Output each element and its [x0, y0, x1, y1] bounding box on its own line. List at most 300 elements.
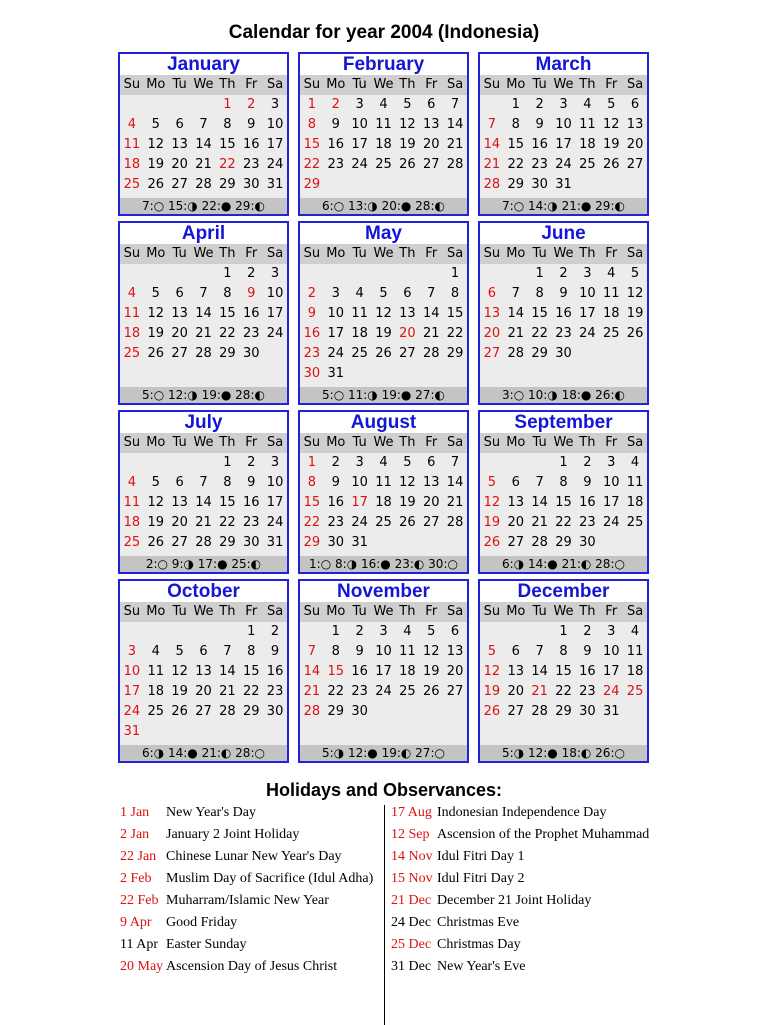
holiday-date: 21 Dec	[391, 893, 432, 908]
day-cell: 19	[399, 495, 416, 510]
holiday-row	[120, 827, 382, 843]
day-cell: 15	[219, 306, 236, 321]
day-cell: 8	[247, 644, 256, 659]
day-cell: 15	[242, 664, 260, 679]
empty-cell	[192, 622, 216, 642]
holiday-row	[120, 959, 382, 975]
weekday-header	[480, 433, 647, 453]
weekday-label: Th	[399, 77, 416, 92]
weekday-label: Th	[579, 246, 596, 261]
moon-phases: 5:◑ 12:● 19:◐ 27:○	[300, 745, 467, 761]
day-cell: 8	[535, 286, 544, 301]
day-cell: 22	[446, 326, 464, 341]
weekday-header	[120, 602, 287, 622]
day-cell: 30	[531, 177, 548, 192]
day-cell: 14	[303, 664, 321, 679]
day-cell: 22	[242, 684, 260, 699]
day-cell: 24	[266, 157, 284, 172]
holiday-name: December 21 Joint Holiday	[437, 893, 592, 908]
day-cell: 10	[375, 644, 392, 659]
weekday-label: Sa	[266, 77, 284, 92]
day-cell: 25	[375, 157, 392, 172]
day-cell: 22	[303, 157, 321, 172]
day-cell: 3	[559, 97, 568, 112]
weekday-label: Tu	[532, 604, 547, 619]
empty-cell	[168, 95, 192, 115]
weekday-label: We	[553, 77, 574, 92]
weekday-label: Fr	[245, 435, 258, 450]
day-grid	[120, 622, 287, 742]
day-cell: 29	[303, 535, 321, 550]
day-grid	[300, 95, 467, 195]
day-cell: 13	[171, 306, 188, 321]
day-cell: 9	[270, 644, 280, 659]
day-cell: 22	[303, 515, 321, 530]
day-cell: 23	[531, 157, 548, 172]
day-grid	[480, 264, 647, 364]
day-cell: 2	[247, 266, 256, 281]
day-cell: 5	[487, 644, 497, 659]
day-cell: 27	[507, 704, 525, 719]
day-cell: 6	[175, 286, 184, 301]
holiday-date: 20 May	[120, 959, 164, 974]
weekday-label: Tu	[532, 435, 547, 450]
day-cell: 6	[427, 455, 436, 470]
day-cell: 24	[266, 515, 284, 530]
day-cell: 18	[123, 326, 141, 341]
day-cell: 26	[483, 704, 501, 719]
day-cell: 26	[399, 157, 416, 172]
day-cell: 22	[327, 684, 345, 699]
empty-cell	[348, 264, 372, 284]
holiday-row	[120, 871, 382, 887]
day-cell: 21	[483, 157, 501, 172]
day-cell: 15	[219, 495, 236, 510]
weekday-label: Sa	[446, 604, 464, 619]
day-cell: 21	[303, 684, 321, 699]
day-cell: 1	[223, 266, 232, 281]
day-cell: 4	[379, 97, 388, 112]
holiday-date: 22 Jan	[120, 849, 157, 864]
weekday-label: Su	[303, 604, 321, 619]
weekday-label: Fr	[425, 435, 438, 450]
day-cell: 3	[379, 624, 388, 639]
weekday-header	[480, 75, 647, 95]
holiday-date: 15 Nov	[391, 871, 433, 886]
weekday-label: Th	[219, 246, 236, 261]
day-cell: 13	[626, 117, 644, 132]
day-cell: 18	[626, 664, 644, 679]
day-cell: 22	[219, 326, 236, 341]
day-cell: 10	[579, 286, 596, 301]
weekday-label: Fr	[605, 604, 618, 619]
day-cell: 7	[511, 286, 520, 301]
day-cell: 21	[446, 495, 464, 510]
day-cell: 7	[450, 455, 460, 470]
month-name: December	[480, 581, 647, 602]
day-cell: 7	[307, 644, 317, 659]
day-cell: 10	[555, 117, 572, 132]
day-cell: 20	[171, 515, 188, 530]
weekday-label: Sa	[266, 604, 284, 619]
holiday-name: New Year's Eve	[437, 959, 526, 974]
day-cell: 18	[626, 495, 644, 510]
day-cell: 12	[422, 644, 440, 659]
day-cell: 15	[531, 306, 548, 321]
day-cell: 13	[422, 117, 440, 132]
month-october	[118, 579, 289, 763]
day-cell: 12	[147, 137, 165, 152]
day-cell: 15	[446, 306, 464, 321]
day-cell: 27	[399, 346, 416, 361]
day-grid	[300, 622, 467, 722]
page-title: Calendar for year 2004 (Indonesia)	[228, 22, 540, 43]
day-cell: 21	[507, 326, 525, 341]
day-cell: 16	[303, 326, 321, 341]
weekday-label: Sa	[266, 246, 284, 261]
day-cell: 24	[555, 157, 572, 172]
day-cell: 10	[266, 117, 284, 132]
day-cell: 22	[219, 515, 236, 530]
day-cell: 11	[626, 644, 644, 659]
weekday-label: Mo	[326, 435, 346, 450]
day-cell: 6	[175, 117, 184, 132]
day-cell: 26	[147, 535, 165, 550]
weekday-label: Su	[303, 435, 321, 450]
weekday-label: Tu	[352, 77, 367, 92]
holiday-date: 12 Sep	[391, 827, 430, 842]
holiday-name: Christmas Day	[437, 937, 521, 952]
day-cell: 1	[247, 624, 256, 639]
weekday-label: We	[193, 604, 214, 619]
day-cell: 5	[427, 624, 436, 639]
day-cell: 9	[355, 644, 364, 659]
day-cell: 13	[399, 306, 416, 321]
day-cell: 16	[327, 495, 345, 510]
day-cell: 27	[171, 535, 188, 550]
empty-cell	[324, 264, 348, 284]
holidays-list-right	[391, 805, 661, 981]
weekday-label: We	[373, 77, 394, 92]
holiday-row	[391, 827, 661, 843]
day-cell: 18	[399, 664, 416, 679]
day-cell: 1	[535, 266, 544, 281]
day-cell: 19	[171, 684, 188, 699]
weekday-label: Th	[399, 435, 416, 450]
month-february	[298, 52, 469, 216]
day-cell: 8	[331, 644, 340, 659]
day-cell: 13	[483, 306, 501, 321]
day-cell: 25	[351, 346, 368, 361]
day-cell: 28	[531, 704, 548, 719]
day-cell: 16	[242, 495, 260, 510]
weekday-label: Tu	[172, 604, 187, 619]
day-cell: 17	[266, 306, 284, 321]
day-cell: 20	[507, 515, 525, 530]
month-july	[118, 410, 289, 574]
day-cell: 9	[331, 475, 340, 490]
day-cell: 23	[242, 326, 260, 341]
day-cell: 28	[507, 346, 525, 361]
day-cell: 12	[602, 117, 620, 132]
day-cell: 9	[583, 475, 592, 490]
day-cell: 18	[375, 137, 392, 152]
day-cell: 4	[127, 117, 137, 132]
day-cell: 29	[446, 346, 464, 361]
day-cell: 25	[579, 157, 596, 172]
day-cell: 4	[127, 475, 137, 490]
day-cell: 21	[219, 684, 236, 699]
day-cell: 22	[555, 684, 572, 699]
day-cell: 19	[147, 157, 165, 172]
day-cell: 25	[123, 535, 141, 550]
day-cell: 21	[531, 515, 548, 530]
holiday-date: 25 Dec	[391, 937, 432, 952]
day-cell: 10	[351, 117, 368, 132]
day-cell: 3	[607, 624, 616, 639]
day-cell: 17	[351, 495, 368, 510]
holidays-divider	[384, 805, 385, 1025]
day-cell: 31	[351, 535, 368, 550]
day-cell: 11	[602, 286, 620, 301]
day-cell: 15	[555, 664, 572, 679]
weekday-label: Th	[399, 604, 416, 619]
day-cell: 10	[266, 286, 284, 301]
day-cell: 20	[171, 326, 188, 341]
day-cell: 12	[147, 306, 165, 321]
weekday-header	[480, 244, 647, 264]
day-grid	[120, 453, 287, 553]
day-cell: 9	[331, 117, 340, 132]
day-cell: 7	[487, 117, 497, 132]
holiday-row	[120, 849, 382, 865]
day-cell: 20	[195, 684, 212, 699]
day-cell: 14	[195, 306, 212, 321]
day-cell: 29	[219, 177, 236, 192]
day-cell: 28	[195, 177, 212, 192]
day-cell: 13	[446, 644, 464, 659]
weekday-label: Mo	[146, 435, 166, 450]
month-name: February	[300, 54, 467, 75]
month-name: June	[480, 223, 647, 244]
day-grid	[120, 95, 287, 195]
day-cell: 2	[270, 624, 280, 639]
weekday-header	[300, 433, 467, 453]
day-cell: 5	[487, 475, 497, 490]
day-cell: 2	[583, 455, 592, 470]
day-cell: 5	[403, 97, 412, 112]
empty-cell	[168, 264, 192, 284]
day-cell: 20	[422, 137, 440, 152]
month-name: March	[480, 54, 647, 75]
day-cell: 21	[195, 515, 212, 530]
day-cell: 28	[531, 535, 548, 550]
day-cell: 23	[555, 326, 572, 341]
empty-cell	[192, 453, 216, 473]
day-cell: 3	[270, 266, 280, 281]
weekday-label: Su	[303, 246, 321, 261]
moon-phases: 6:◑ 14:● 21:◐ 28:○	[120, 745, 287, 761]
day-cell: 17	[579, 306, 596, 321]
day-cell: 11	[399, 644, 416, 659]
moon-phases: 2:○ 9:◑ 17:● 25:◐	[120, 556, 287, 572]
day-cell: 11	[123, 306, 141, 321]
day-cell: 27	[446, 684, 464, 699]
moon-phases: 6:○ 13:◑ 20:● 28:◐	[300, 198, 467, 214]
month-name: August	[300, 412, 467, 433]
moon-phases: 5:○ 12:◑ 19:● 28:◐	[120, 387, 287, 403]
day-cell: 17	[266, 495, 284, 510]
day-cell: 14	[446, 117, 464, 132]
day-cell: 6	[630, 97, 640, 112]
empty-cell	[504, 264, 528, 284]
day-cell: 27	[422, 157, 440, 172]
weekday-label: Tu	[172, 435, 187, 450]
day-cell: 18	[147, 684, 165, 699]
empty-cell	[144, 95, 168, 115]
day-cell: 30	[242, 535, 260, 550]
holiday-row	[120, 805, 382, 821]
day-cell: 29	[219, 535, 236, 550]
day-grid	[300, 453, 467, 553]
holiday-name: Easter Sunday	[166, 937, 247, 952]
day-cell: 27	[507, 535, 525, 550]
day-cell: 14	[531, 495, 548, 510]
empty-cell	[300, 264, 324, 284]
day-cell: 17	[266, 137, 284, 152]
day-cell: 15	[507, 137, 525, 152]
day-cell: 15	[303, 495, 321, 510]
day-cell: 20	[507, 684, 525, 699]
day-cell: 8	[223, 117, 232, 132]
day-cell: 11	[375, 117, 392, 132]
weekday-label: Tu	[352, 246, 367, 261]
weekday-label: Mo	[506, 246, 526, 261]
month-june	[478, 221, 649, 405]
day-cell: 5	[151, 475, 160, 490]
day-cell: 28	[303, 704, 321, 719]
day-cell: 6	[199, 644, 208, 659]
day-cell: 16	[327, 137, 345, 152]
holiday-row	[391, 849, 661, 865]
day-cell: 20	[422, 495, 440, 510]
day-cell: 10	[351, 475, 368, 490]
day-cell: 24	[375, 684, 392, 699]
day-cell: 23	[327, 157, 345, 172]
day-cell: 7	[199, 117, 208, 132]
day-cell: 28	[219, 704, 236, 719]
weekday-label: Su	[123, 246, 141, 261]
day-cell: 11	[147, 664, 165, 679]
day-cell: 11	[579, 117, 596, 132]
moon-phases: 5:◑ 12:● 18:◐ 26:○	[480, 745, 647, 761]
day-cell: 17	[602, 664, 620, 679]
day-cell: 14	[195, 137, 212, 152]
day-cell: 9	[307, 306, 317, 321]
weekday-label: Th	[219, 604, 236, 619]
day-cell: 31	[123, 724, 141, 739]
day-cell: 16	[531, 137, 548, 152]
day-cell: 17	[375, 664, 392, 679]
weekday-label: Sa	[446, 435, 464, 450]
day-cell: 2	[331, 97, 340, 112]
day-cell: 5	[630, 266, 640, 281]
day-cell: 23	[579, 684, 596, 699]
day-cell: 9	[247, 117, 256, 132]
day-cell: 28	[422, 346, 440, 361]
day-cell: 27	[171, 346, 188, 361]
day-cell: 24	[351, 515, 368, 530]
weekday-label: Th	[219, 77, 236, 92]
day-cell: 25	[626, 515, 644, 530]
weekday-label: Sa	[446, 77, 464, 92]
day-cell: 29	[531, 346, 548, 361]
day-cell: 23	[327, 515, 345, 530]
day-cell: 30	[351, 704, 368, 719]
day-grid	[480, 622, 647, 722]
day-cell: 8	[511, 117, 520, 132]
month-name: September	[480, 412, 647, 433]
day-cell: 18	[602, 306, 620, 321]
day-cell: 13	[171, 495, 188, 510]
day-cell: 10	[327, 306, 345, 321]
month-april	[118, 221, 289, 405]
day-cell: 20	[626, 137, 644, 152]
holiday-name: New Year's Day	[166, 805, 257, 820]
day-cell: 26	[375, 346, 392, 361]
holiday-name: Ascension Day of Jesus Christ	[166, 959, 338, 974]
holidays-title: Holidays and Observances:	[265, 780, 503, 800]
weekday-label: Su	[483, 77, 501, 92]
holiday-date: 9 Apr	[120, 915, 152, 930]
day-cell: 4	[630, 455, 640, 470]
holiday-row	[120, 915, 382, 931]
day-cell: 10	[602, 475, 620, 490]
day-cell: 24	[123, 704, 141, 719]
empty-cell	[192, 264, 216, 284]
day-cell: 11	[351, 306, 368, 321]
holiday-name: Indonesian Independence Day	[437, 805, 607, 820]
weekday-label: Fr	[245, 604, 258, 619]
day-cell: 30	[579, 704, 596, 719]
empty-cell	[372, 264, 396, 284]
day-cell: 1	[223, 455, 232, 470]
empty-cell	[480, 264, 504, 284]
day-cell: 12	[399, 475, 416, 490]
holiday-name: Muslim Day of Sacrifice (Idul Adha)	[166, 871, 374, 886]
holiday-date: 1 Jan	[120, 805, 150, 820]
day-cell: 17	[351, 137, 368, 152]
weekday-label: Mo	[146, 77, 166, 92]
weekday-label: Mo	[146, 246, 166, 261]
day-cell: 27	[483, 346, 501, 361]
day-cell: 18	[351, 326, 368, 341]
weekday-label: Su	[123, 77, 141, 92]
weekday-label: Mo	[506, 604, 526, 619]
day-cell: 12	[399, 117, 416, 132]
day-cell: 5	[607, 97, 616, 112]
day-cell: 1	[559, 455, 568, 470]
month-name: July	[120, 412, 287, 433]
day-cell: 16	[555, 306, 572, 321]
day-cell: 15	[327, 664, 345, 679]
day-cell: 8	[307, 475, 317, 490]
day-cell: 4	[127, 286, 137, 301]
empty-cell	[528, 453, 552, 473]
weekday-label: Su	[483, 246, 501, 261]
day-cell: 11	[123, 495, 141, 510]
day-cell: 8	[450, 286, 460, 301]
